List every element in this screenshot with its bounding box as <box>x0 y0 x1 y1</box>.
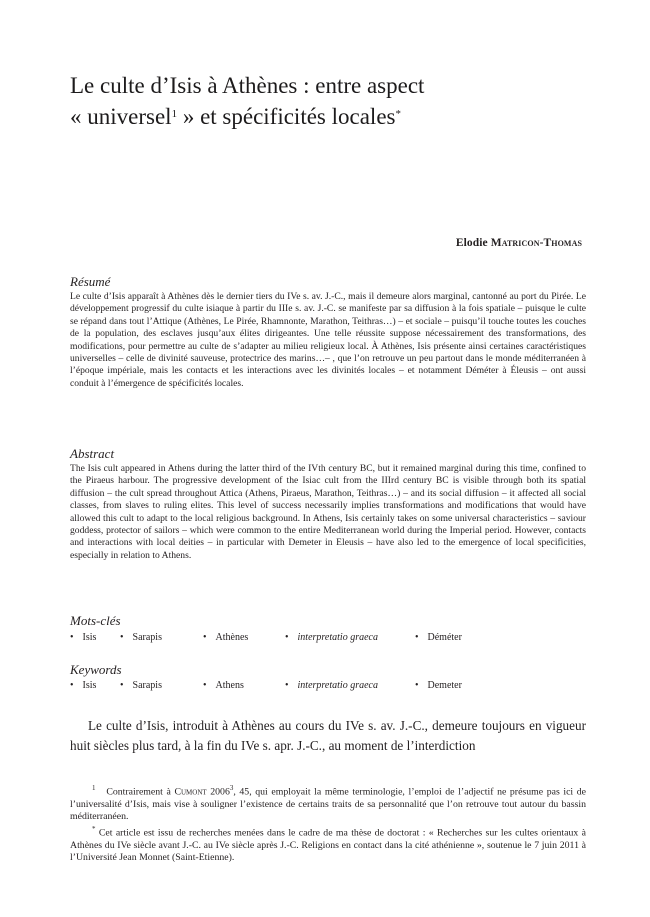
keyword-item: • Athènes <box>203 632 249 643</box>
keyword-item: • interpretatio graeca <box>285 680 378 691</box>
footnote-1-mark: 1 <box>92 784 96 792</box>
footnote-1: $^1$ Contrairement à Cumont 2006$^3$, 45, qui employait la même terminologie, l’emploi de l’adjectif ne présume pas ici de l’universalité d’Isis, mais vise à souligner l’existence de certains traits de sa personnalité que l’on retrouve tout autour du bassin méditerranéen. <box>70 784 586 823</box>
title-line-2-start: « universel <box>70 104 172 129</box>
keyword-item: • interpretatio graeca <box>285 632 378 643</box>
resume-text: Le culte d’Isis apparaît à Athènes dès le dernier tiers du IVe s. av. J.-C., mais il demeure alors marginal, cantonné au port du Pirée. Le développement progressif du culte isiaque à partir du IIIe s. av. J.-C. se manifeste par sa diffusion à la fois spatiale – puisque le culte se répand dans tout l’Attique (Athènes, Le Pirée, Rhamnonte, Marathon, Teithras…) – et sociale – puisqu’il touche toutes les couches de la population, des esclaves jusqu’aux élites dirigeantes. Une telle réussite suppose nécessairement des transformations, des modifications, pour permettre au culte de s’adapter au milieu religieux local. À Athènes, Isis présente ainsi certaines caractéristiques universelles – celle de divinité sauveuse, protectrice des marins…– , que l’on retrouve un peu partout dans le monde méditerranéen à l’époque impériale, mais les contacts et les interactions avec les divinités locales – et notamment Déméter à Éleusis – ont aussi conduit à l’émergence de spécificités locales. <box>70 291 586 389</box>
footnote-ref-1[interactable]: 1 <box>171 108 178 120</box>
resume-heading: Résumé <box>70 274 111 289</box>
author-first-name: Elodie <box>455 237 488 249</box>
author-last-name: Matricon-Thomas <box>490 237 582 249</box>
keyword-item: • Isis <box>70 680 97 691</box>
keyword-item: • Demeter <box>415 680 462 691</box>
footnote-star: * Cet article est issu de recherches menées dans le cadre de ma thèse de doctorat : « Recherches sur les cultes orientaux à Athènes du IVe siècle avant J.-C. au IVe siècle après J.-C. Religions en contact dans la cité athénienne », soutenue le 7 juin 2011 à l’Université Jean Monnet (Saint-Etienne). <box>70 825 586 864</box>
motscles-list <box>70 632 590 646</box>
article-title <box>70 70 590 132</box>
keyword-item: • Athens <box>203 680 244 691</box>
footnote-ref-star[interactable]: * <box>395 108 401 120</box>
keyword-item: • Déméter <box>415 632 462 643</box>
title-line-2-end: » et spécificités locales <box>177 104 396 129</box>
footnote-star-mark: * <box>92 825 96 833</box>
keywords-list <box>70 680 590 694</box>
author-name <box>456 237 582 249</box>
keyword-item: • Isis <box>70 632 97 643</box>
motscles-heading: Mots-clés <box>70 613 121 628</box>
keyword-item: • Sarapis <box>120 680 162 691</box>
cited-author: Cumont <box>174 786 207 798</box>
body-paragraph: Le culte d’Isis, introduit à Athènes au cours du IVe s. av. J.-C., demeure toujours en vigueur huit siècles plus tard, à la fin du IVe s. apr. J.-C., au moment de l’interdiction <box>70 718 586 753</box>
abstract-heading: Abstract <box>70 446 115 461</box>
keywords-heading: Keywords <box>70 662 122 677</box>
keyword-item: • Sarapis <box>120 632 162 643</box>
abstract-text: The Isis cult appeared in Athens during the latter third of the IVth century BC, but it remained marginal during this time, confined to the Piraeus harbour. The progressive development of the Isiac cult from the IIIrd century BC is visible through both its spatial diffusion – the cult spread throughout Attica (Athens, Piraeus, Marathon, Teithras…) – and its social diffusion – it affected all social classes, from slaves to ruling elites. This level of success necessarily implies transformations and modifications that would have allowed this cult to adapt to the local religious background. In Athens, Isis certainly takes on some universal characteristics – saviour goddess, protector of sailors – which were common to the entire Mediterranean world during the Imperial period. However, contacts and interactions with local deities – in particular with Demeter in Eleusis – have also led to the emergence of local specificities, especially in relation to Athens. <box>70 463 586 561</box>
title-line-1: Le culte d’Isis à Athènes : entre aspect <box>70 73 425 98</box>
